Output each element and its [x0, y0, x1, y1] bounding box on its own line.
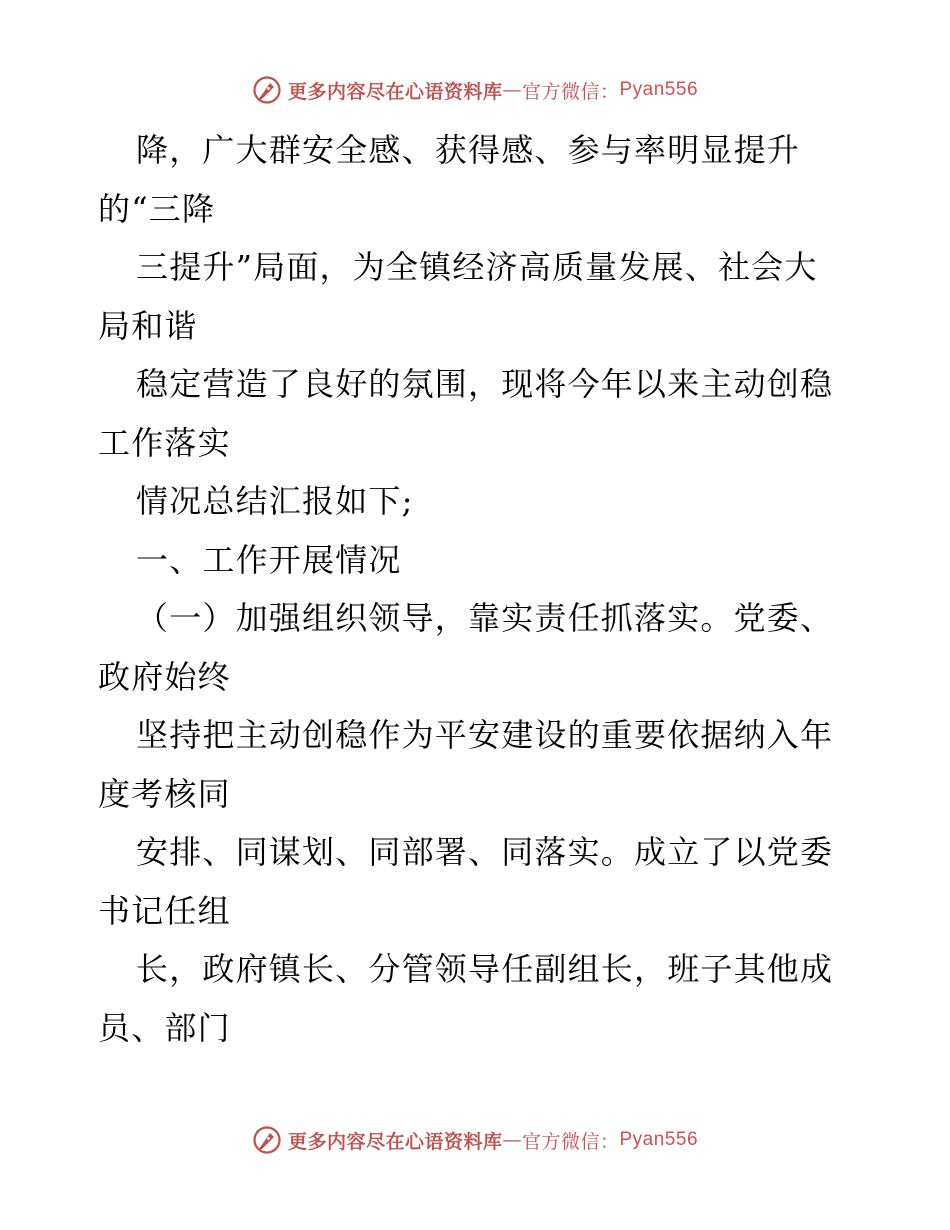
pen-nib-logo-icon: [252, 75, 282, 105]
body-line: 局和谐: [98, 306, 198, 345]
header-dash: —: [502, 79, 522, 101]
body-line: 书记任组: [98, 891, 231, 930]
body-line: 员、部门: [98, 1008, 231, 1047]
body-line: 长，政府镇长、分管领导任副组长，班子其他成: [136, 950, 834, 988]
body-line: 情况总结汇报如下;: [136, 482, 414, 520]
header-wechat-id: Pyan556: [619, 79, 699, 100]
subsection-heading: （一）加强组织领导，靠实责任抓落实。党委、: [136, 599, 834, 637]
body-line: 降，广大群安全感、获得感、参与率明显提升: [136, 131, 801, 169]
header-wechat-label: 官方微信：: [521, 80, 620, 103]
section-heading: 一、工作开展情况: [136, 540, 402, 579]
footer-wechat-label: 官方微信：: [521, 1130, 620, 1153]
body-line: 的“三降: [98, 189, 216, 228]
header-banner: [0, 70, 950, 110]
body-line: 安排、同谋划、同部署、同落实。成立了以党委: [136, 833, 834, 871]
footer-dash: —: [502, 1129, 522, 1151]
document-body: [98, 121, 858, 1057]
body-line: 稳定营造了良好的氛围，现将今年以来主动创稳: [136, 365, 834, 403]
header-site-name: 更多内容尽在心语资料库: [287, 80, 503, 103]
body-line: 政府始终: [98, 657, 231, 696]
footer-wechat-id: Pyan556: [619, 1129, 699, 1150]
footer-site-name: 更多内容尽在心语资料库: [287, 1130, 503, 1153]
body-line: 三提升”局面，为全镇经济高质量发展、社会大: [136, 248, 818, 286]
pen-nib-logo-icon: [252, 1125, 282, 1155]
footer-banner: [0, 1120, 950, 1160]
body-line: 工作落实: [98, 423, 231, 462]
body-line: 坚持把主动创稳作为平安建设的重要依据纳入年: [136, 716, 834, 754]
body-line: 度考核同: [98, 774, 231, 813]
